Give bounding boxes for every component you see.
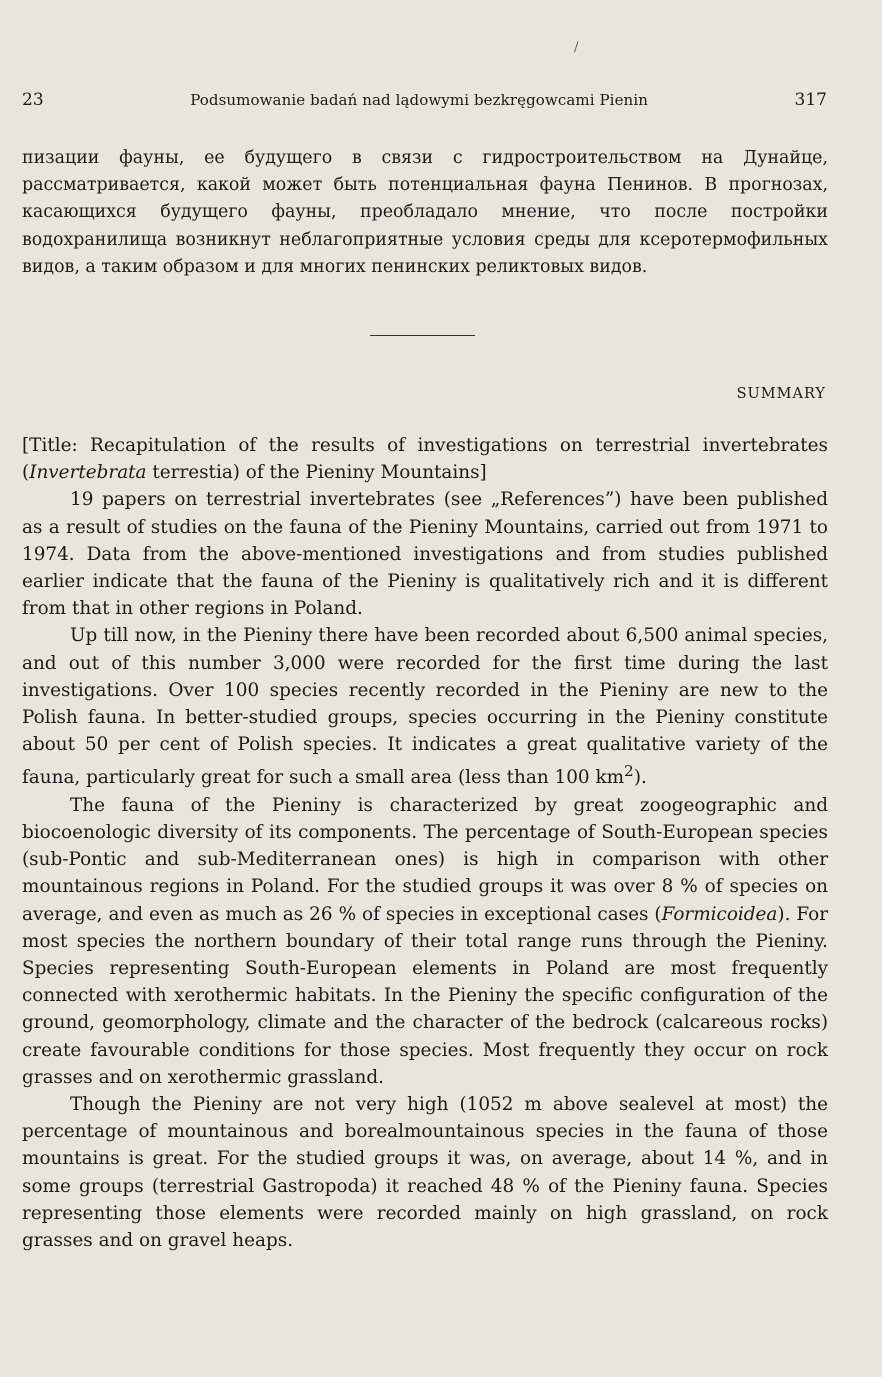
title-italic: Invertebrata bbox=[29, 462, 147, 484]
section-divider bbox=[370, 335, 475, 336]
running-header bbox=[22, 90, 827, 114]
formicoidea-italic: Formicoidea bbox=[661, 903, 778, 925]
russian-paragraph: пизации фауны, ее будущего в связи с гидростроительством на Дунайце, рассматривается, какой может быть потенциальная фауна Пенинов. В прогнозах, касающихся будущего фауны, преобладало мнение, что после постройки водохранилища возникнут неблагоприятные условия среды для ксеротермофильных видов, а таким образом и для многих пенинских реликтовых видов. bbox=[22, 148, 828, 277]
pencil-mark: / bbox=[574, 40, 579, 55]
summary-body bbox=[22, 432, 828, 1254]
paragraph-2: Up till now, in the Pieniny there have been recorded about 6,500 animal species, and out of this number 3,000 were recorded for the first time during the last investigations. Over 100 species recently recorded in the Pieniny are new to the Polish fauna. In better-studied groups, species occurring in the Pieniny constitute about 50 per cent of Polish species. It indicates a great qualitative variety of the fauna, particularly great for such a small area (less than 100 $km^2$). bbox=[22, 625, 828, 789]
paragraph-4: Though the Pieniny are not very high (1052 m above sealevel at most) the percentage of mountainous and borealmountainous species in the fauna of those mountains is great. For the studied groups it was, on average, about 14 %, and in some groups (terrestrial Gastropoda) it reached 48 % of the Pieniny fauna. Species representing those elements were recorded mainly on high grassland, on rock grasses and on gravel heaps. bbox=[22, 1094, 828, 1252]
header-title: Podsumowanie badań nad lądowymi bezkręgowcami Pienin bbox=[190, 91, 648, 109]
summary-title: [Title: Recapitulation of the results of investigations on terrestrial invertebrates (Invertebrata terrestia) of the Pieniny Mountains] bbox=[22, 435, 828, 484]
superscript: 2 bbox=[624, 762, 634, 781]
paragraph-1: 19 papers on terrestrial invertebrates (see „References”) have been published as a result of studies on the fauna of the Pieniny Mountains, carried out from 1971 to 1974. Data from the above-mentioned investigations and from studies published earlier indicate that the fauna of the Pieniny is qualitatively rich and it is different from that in other regions in Poland. bbox=[22, 489, 828, 620]
page-number: 317 bbox=[794, 90, 827, 110]
summary-heading: SUMMARY bbox=[736, 386, 826, 402]
paragraph-3: The fauna of the Pieniny is characterized by great zoogeographic and biocoenologic diversity of its components. The percentage of South-European species (sub-Pontic and sub-Mediterranean ones) is high in comparison with other mountainous regions in Poland. For the studied groups it was over 8 % of species on average, and even as much as 26 % of species in exceptional cases (Formicoidea). For most species the northern boundary of their total range runs through the Pieniny. Species representing South-European elements in Poland are most frequently connected with xerothermic habitats. In the Pieniny the specific configuration of the ground, geomorphology, climate and the character of the bedrock (calcareous rocks) create favourable conditions for those species. Most frequently they occur on rock grasses and on xerothermic grassland. bbox=[22, 794, 829, 1088]
header-left-number: 23 bbox=[22, 90, 44, 110]
